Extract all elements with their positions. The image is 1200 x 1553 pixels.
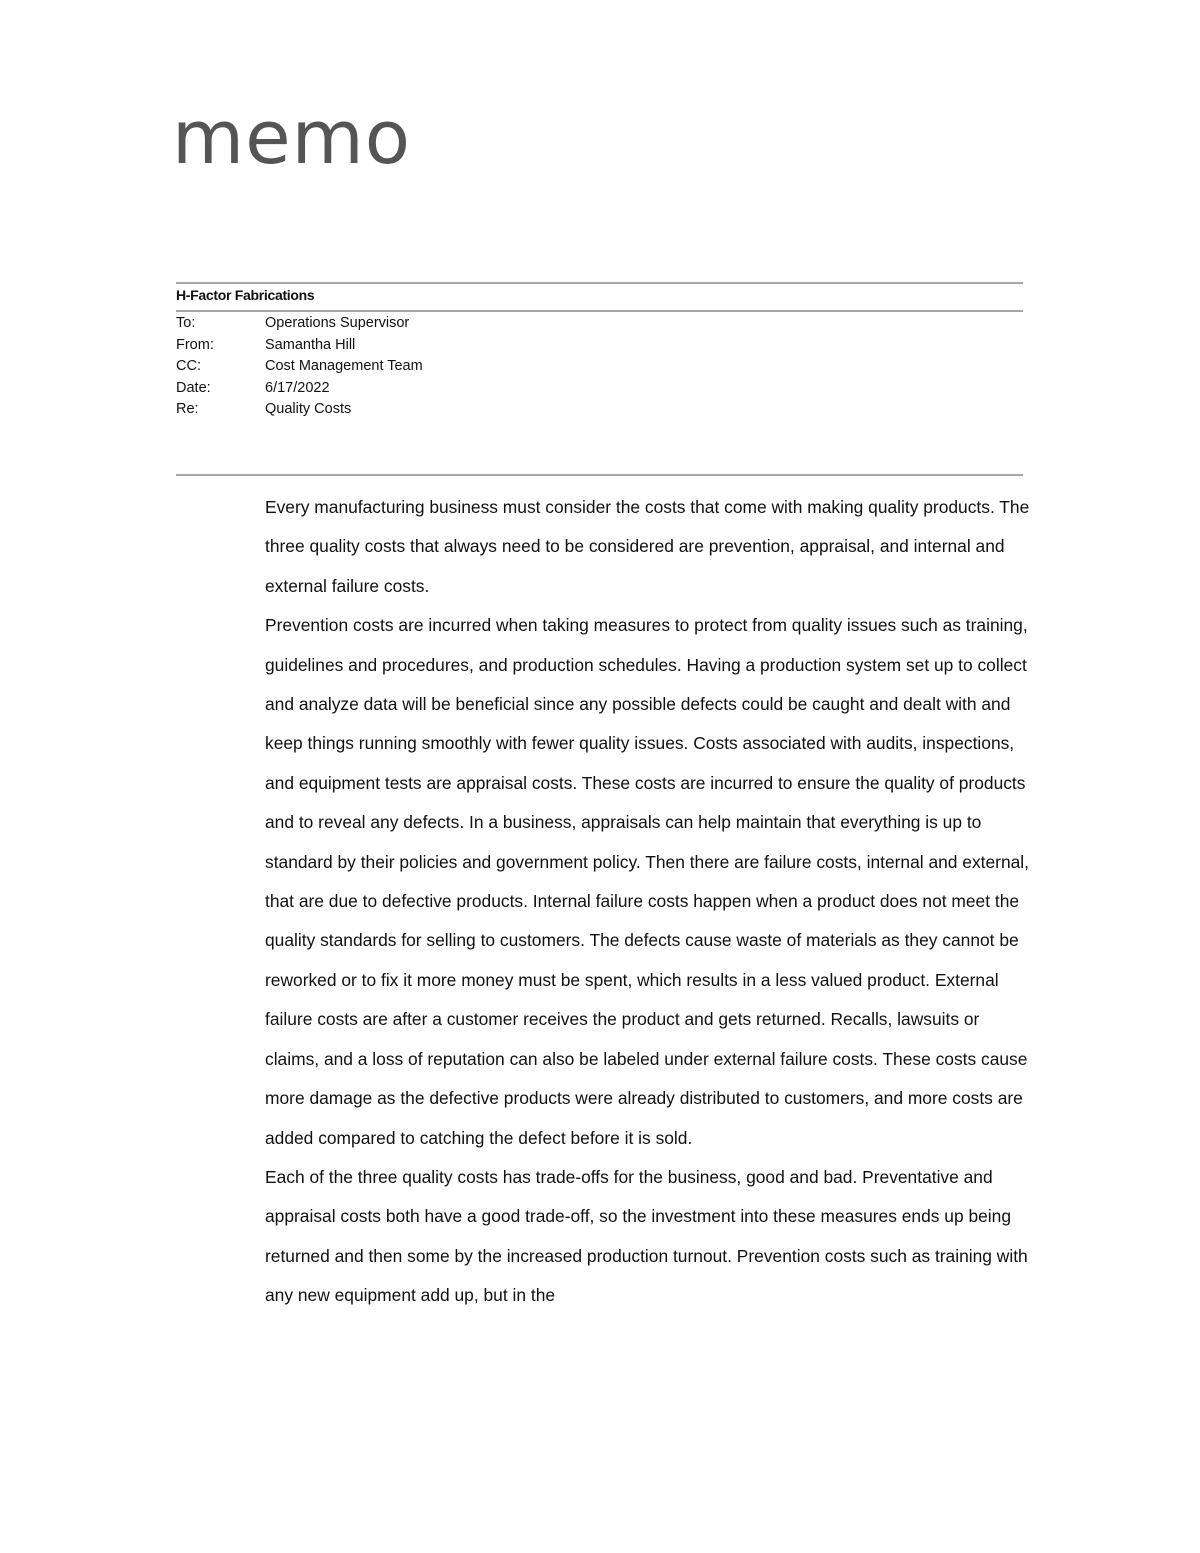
memo-header-fields bbox=[176, 313, 776, 421]
field-row-re bbox=[176, 399, 776, 421]
field-label-re: Re: bbox=[176, 401, 199, 417]
field-row-from bbox=[176, 335, 776, 357]
field-value-cc: Cost Management Team bbox=[265, 358, 423, 374]
field-value-to: Operations Supervisor bbox=[265, 315, 410, 331]
field-value-date: 6/17/2022 bbox=[265, 379, 330, 396]
memo-body bbox=[265, 488, 1035, 1316]
field-label-cc: CC: bbox=[176, 358, 201, 374]
field-label-to: To: bbox=[176, 315, 196, 331]
body-paragraph-costs: Prevention costs are incurred when taking measures to protect from quality issues such as training, guidelines and procedures, and production schedules. Having a production system set up to collect and analyze data will be beneficial since any possible defects could be caught and dealt with and keep things running smoothly with fewer quality issues. Costs associated with audits, inspections, and equipment tests are appraisal costs. These costs are incurred to ensure the quality of products and to reveal any defects. In a business, appraisals can help maintain that everything is up to standard by their policies and government policy. Then there are failure costs, internal and external, that are due to defective products. Internal failure costs happen when a product does not meet the quality standards for selling to customers. The defects cause waste of materials as they cannot be reworked or to fix it more money must be spent, which results in a less valued product. External failure costs are after a customer receives the product and gets returned. Recalls, lawsuits or claims, and a loss of reputation can also be labeled under external failure costs. These costs cause more damage as the defective products were already distributed to customers, and more costs are added compared to catching the defect before it is sold. bbox=[265, 615, 1030, 1148]
field-label-from: From: bbox=[176, 336, 214, 353]
field-row-cc bbox=[176, 356, 776, 378]
header-top-rule bbox=[176, 282, 1023, 284]
field-row-to bbox=[176, 313, 776, 335]
company-name: H-Factor Fabrications bbox=[176, 287, 315, 303]
field-label-date: Date: bbox=[176, 379, 211, 396]
header-bottom-rule bbox=[176, 474, 1023, 476]
field-value-from: Samantha Hill bbox=[265, 336, 356, 353]
body-paragraph-intro: Every manufacturing business must consider the costs that come with making quality products. The three quality costs that always need to be considered are prevention, appraisal, and internal and external failure costs. bbox=[265, 497, 1030, 596]
header-mid-rule bbox=[176, 310, 1023, 312]
body-paragraph-tradeoffs: Each of the three quality costs has trade-offs for the business, good and bad. Preventative and appraisal costs both have a good trade-off, so the investment into these measures ends up being returned and then some by the increased production turnout. Prevention costs such as training with any new equipment add up, but in the bbox=[265, 1166, 1028, 1306]
field-row-date bbox=[176, 378, 776, 400]
memo-title: memo bbox=[172, 95, 411, 181]
field-value-re: Quality Costs bbox=[265, 401, 352, 417]
